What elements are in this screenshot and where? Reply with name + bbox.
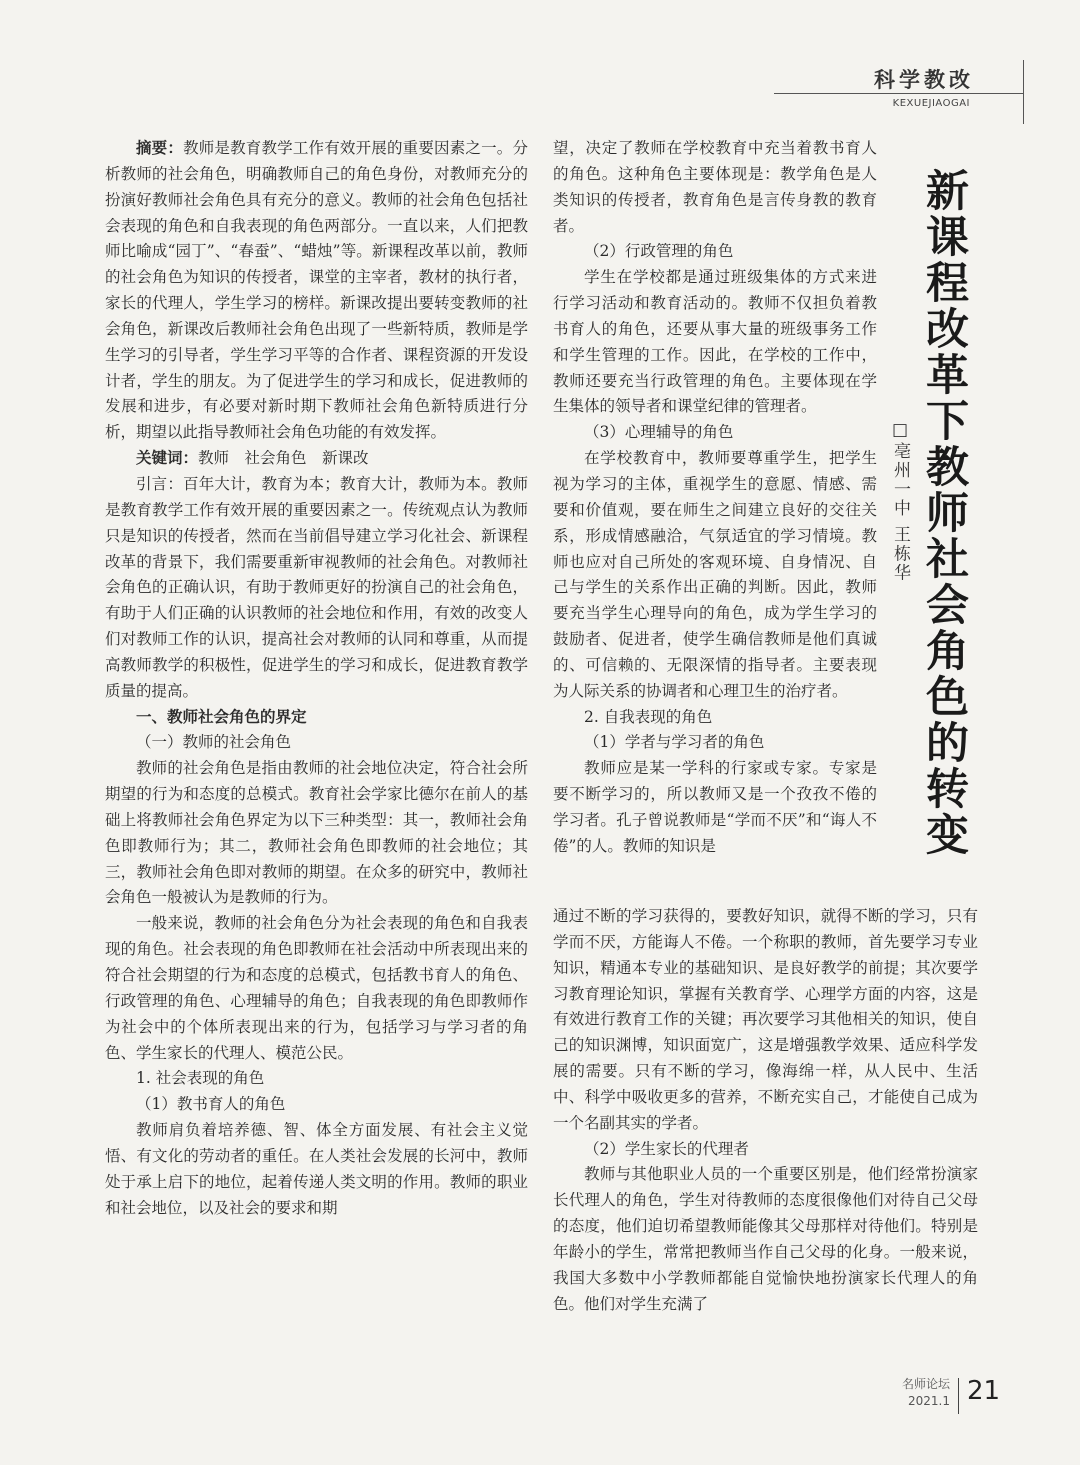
keywords-text: 教师 社会角色 新课改 xyxy=(198,449,369,468)
keywords xyxy=(105,446,528,472)
paragraph: 在学校教育中，教师要尊重学生，把学生视为学习的主体，重视学生的意愿、情感、需要和价值观，要在师生之间建立良好的交往关系，形成情感融洽，气氛适宜的学习情境。教师也应对自己所处的客观环境、自身情况、自己与学生的关系作出正确的判断。因此，教师要充当学生心理导向的角色，成为学生学习的鼓励者、促进者，使学生确信教师是他们真诚的、可信赖的、无限深情的指导者。主要表现为人际关系的协调者和心理卫生的治疗者。 xyxy=(553,449,877,700)
subsection-heading: （3）心理辅导的角色 xyxy=(584,423,734,442)
running-header xyxy=(774,60,1034,124)
keywords-label: 关键词： xyxy=(136,449,199,468)
body-column-right-top xyxy=(553,136,877,860)
body-column-left xyxy=(105,136,528,1221)
subsection-heading: （1）学者与学习者的角色 xyxy=(584,733,765,752)
column-title: 科学教改 xyxy=(874,68,974,92)
paragraph: 教师应是某一学科的行家或专家。专家是要不断学习的，所以教师又是一个孜孜不倦的学习者。孔子曾说教师是“学而不厌”和“诲人不倦”的人。教师的知识是 xyxy=(553,759,877,855)
subsection-heading: （一）教师的社会角色 xyxy=(136,733,292,752)
header-vertical-rule xyxy=(1023,60,1024,124)
paragraph: 引言：百年大计，教育为本；教育大计，教师为本。教师是教育教学工作有效开展的重要因素之一。传统观点认为教师只是知识的传授者，然而在当前倡导建立学习化社会、新课程改革的背景下，我们需要重新审视教师的社会角色。对教师社会角色的正确认识，有助于教师更好的扮演自己的社会角色，有助于人们正确的认识教师的社会地位和作用，有效的改变人们对教师工作的认识，提高社会对教师的认同和尊重，从而提高教师教学的积极性，促进学生的学习和成长，促进教育教学质量的提高。 xyxy=(105,474,528,700)
abstract xyxy=(105,136,528,446)
header-rule xyxy=(774,93,1024,94)
journal-name: 名师论坛 xyxy=(901,1377,950,1391)
column-pinyin: KEXUEJIAOGAI xyxy=(892,98,970,109)
subsection-heading: （2）学生家长的代理者 xyxy=(584,1139,749,1158)
body-column-right-bottom xyxy=(553,904,978,1318)
journal-issue: 2021.1 xyxy=(908,1394,950,1408)
paragraph: 望，决定了教师在学校教育中充当着教书育人的角色。这种角色主要体现是：教学角色是人类知识的传授者，教育角色是言传身教的教育者。 xyxy=(553,139,877,235)
paragraph: 教师与其他职业人员的一个重要区别是，他们经常扮演家长代理人的角色，学生对待教师的态度很像他们对待自己父母的态度，他们迫切希望教师能像其父母那样对待他们。特别是年龄小的学生，常常把教师当作自己父母的化身。一般来说，我国大多数中小学教师都能自觉愉快地扮演家长代理人的角色。他们对学生充满了 xyxy=(553,1165,978,1313)
subsection-heading: （2）行政管理的角色 xyxy=(584,242,734,261)
abstract-text: 教师是教育教学工作有效开展的重要因素之一。分析教师的社会角色，明确教师自己的角色身份，对教师充分的扮演好教师社会角色具有充分的意义。教师的社会角色包括社会表现的角色和自我表现的角色两部分。一直以来，人们把教师比喻成“园丁”、“春蚕”、“蜡烛”等。新课程改革以前，教师的社会角色为知识的传授者，课堂的主宰者，教材的执行者，家长的代理人，学生学习的榜样。新课改提出要转变教师的社会角色，新课改后教师社会角色出现了一些新特质，教师是学生学习的引导者，学生学习平等的合作者、课程资源的开发设计者，学生的朋友。为了促进学生的学习和成长，促进教师的发展和进步，有必要对新时期下教师社会角色新特质进行分析，期望以此指导教师社会角色功能的有效发挥。 xyxy=(105,139,528,442)
abstract-label: 摘要： xyxy=(136,139,184,157)
subsection-heading: 2. 自我表现的角色 xyxy=(584,707,713,726)
subsection-heading: 1. 社会表现的角色 xyxy=(136,1069,265,1088)
page-number: 21 xyxy=(967,1376,1001,1406)
section-heading: 一、教师社会角色的界定 xyxy=(136,707,307,726)
footer-journal xyxy=(880,1376,950,1410)
subsection-heading: （1）教书育人的角色 xyxy=(136,1095,286,1114)
paragraph: 教师肩负着培养德、智、体全方面发展、有社会主义觉悟、有文化的劳动者的重任。在人类社会发展的长河中，教师处于承上启下的地位，起着传递人类文明的作用。教师的职业和社会地位，以及社会的要求和期 xyxy=(105,1121,528,1217)
author-line: □亳州一中 王栋华 xyxy=(890,420,910,583)
footer-rule xyxy=(958,1378,959,1414)
paragraph: 学生在学校都是通过班级集体的方式来进行学习活动和教育活动的。教师不仅担负着教书育人的角色，还要从事大量的班级事务工作和学生管理的工作。因此，在学校的工作中，教师还要充当行政管理的角色。主要体现在学生集体的领导者和课堂纪律的管理者。 xyxy=(553,268,877,416)
paragraph: 通过不断的学习获得的，要教好知识，就得不断的学习，只有学而不厌，方能诲人不倦。一个称职的教师，首先要学习专业知识，精通本专业的基础知识、是良好教学的前提；其次要学习教育理论知识，掌握有关教育学、心理学方面的内容，这是有效进行教育工作的关键；再次要学习其他相关的知识，使自己的知识渊博，知识面宽广，这是增强教学效果、适应科学发展的需要。只有不断的学习，像海绵一样，从人民中、生活中、科学中吸收更多的营养，不断充实自己，才能使自己成为一个名副其实的学者。 xyxy=(553,907,978,1132)
paragraph: 教师的社会角色是指由教师的社会地位决定，符合社会所期望的行为和态度的总模式。教育社会学家比德尔在前人的基础上将教师社会角色界定为以下三种类型：其一，教师社会角色即教师行为；其二，教师社会角色即教师的社会地位；其三，教师社会角色即对教师的期望。在众多的研究中，教师社会角色一般被认为是教师的行为。 xyxy=(105,759,528,907)
article-title: 新课程改革下教师社会角色的转变 xyxy=(919,168,969,858)
paragraph: 一般来说，教师的社会角色分为社会表现的角色和自我表现的角色。社会表现的角色即教师在社会活动中所表现出来的符合社会期望的行为和态度的总模式，包括教书育人的角色、行政管理的角色、心理辅导的角色；自我表现的角色即教师作为社会中的个体所表现出来的行为，包括学习与学习者的角色、学生家长的代理人、模范公民。 xyxy=(105,914,528,1062)
